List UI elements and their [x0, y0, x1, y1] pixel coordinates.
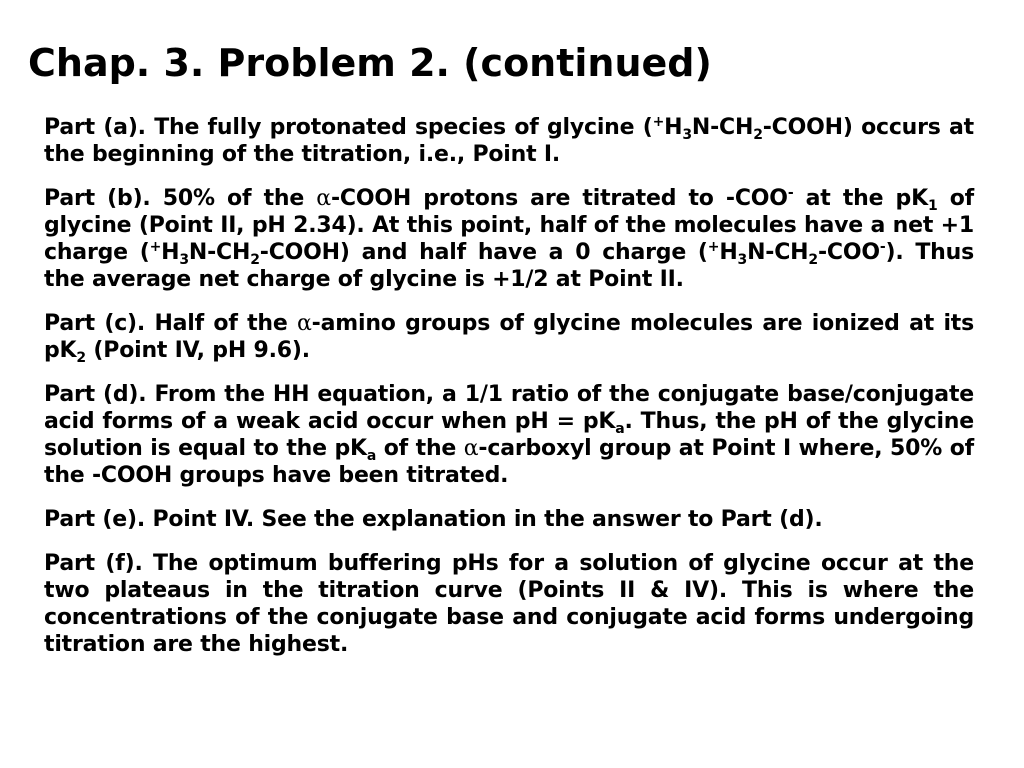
superscript: -	[787, 185, 794, 201]
text: -COOH protons are titrated to -COO	[330, 186, 788, 211]
superscript: +	[149, 239, 162, 255]
paragraph-part-d	[44, 381, 974, 489]
alpha-symbol: α	[463, 436, 479, 461]
text: -amino groups of glycine molecules are ionized at its pK	[44, 311, 974, 363]
text: at the pK	[793, 186, 928, 211]
alpha-symbol: α	[297, 311, 312, 336]
text: Part (e). Point IV. See the explanation in the answer to Part (d).	[44, 507, 823, 532]
subscript: 2	[808, 252, 818, 268]
paragraph-part-c	[44, 310, 974, 364]
subscript: 2	[76, 350, 86, 366]
text: N-CH	[691, 115, 754, 140]
slide-body	[44, 114, 974, 658]
subscript: 1	[927, 198, 938, 214]
text: -COOH) occurs at the beginning of the titration, i.e., Point I.	[44, 115, 974, 167]
text: . Thus, the pH of the glycine solution is equal to the pK	[44, 409, 974, 461]
paragraph-part-f	[44, 550, 974, 658]
text: H	[664, 115, 683, 140]
subscript: 2	[250, 252, 260, 268]
paragraph-part-b	[44, 185, 974, 293]
text: N-CH	[747, 240, 809, 265]
text: of glycine (Point II, pH 2.34). At this point, half of the molecules have a net +1 charge (	[44, 186, 975, 265]
subscript: 3	[179, 252, 189, 268]
subscript: a	[366, 448, 377, 464]
superscript: -	[879, 239, 886, 255]
text: H	[719, 240, 738, 265]
text: Part (d). From the HH equation, a 1/1 ratio of the conjugate base/conjugate acid forms of a weak acid occur when pH = pK	[44, 382, 974, 434]
text: -carboxyl group at Point I where, 50% of the -COOH groups have been titrated.	[44, 436, 974, 488]
text: Part (f). The optimum buffering pHs for a solution of glycine occur at the two plateaus in the titration curve (Points II & IV). This is where the concentrations of the conjugate base and conjugate acid forms undergoing titration are the highest.	[44, 551, 974, 657]
subscript: 3	[682, 127, 692, 143]
slide-title: Chap. 3. Problem 2. (continued)	[28, 41, 712, 85]
text: of the	[376, 436, 464, 461]
text: Part (a). The fully protonated species of glycine (	[44, 115, 653, 140]
subscript: a	[615, 421, 625, 437]
paragraph-part-e	[44, 506, 974, 533]
alpha-symbol: α	[316, 186, 331, 211]
text: ). Thus the average net charge of glycine is +1/2 at Point II.	[44, 240, 974, 292]
paragraph-part-a	[44, 114, 974, 168]
text: Part (c). Half of the	[44, 311, 297, 336]
subscript: 3	[737, 252, 748, 268]
text: (Point IV, pH 9.6).	[85, 338, 310, 363]
superscript: +	[707, 239, 720, 255]
text: Part (b). 50% of the	[44, 186, 317, 211]
text: N-CH	[188, 240, 251, 265]
text: -COOH) and half have a 0 charge (	[259, 240, 708, 265]
subscript: 2	[753, 127, 763, 143]
superscript: +	[652, 114, 665, 130]
text: -COO	[817, 240, 880, 265]
text: H	[161, 240, 180, 265]
